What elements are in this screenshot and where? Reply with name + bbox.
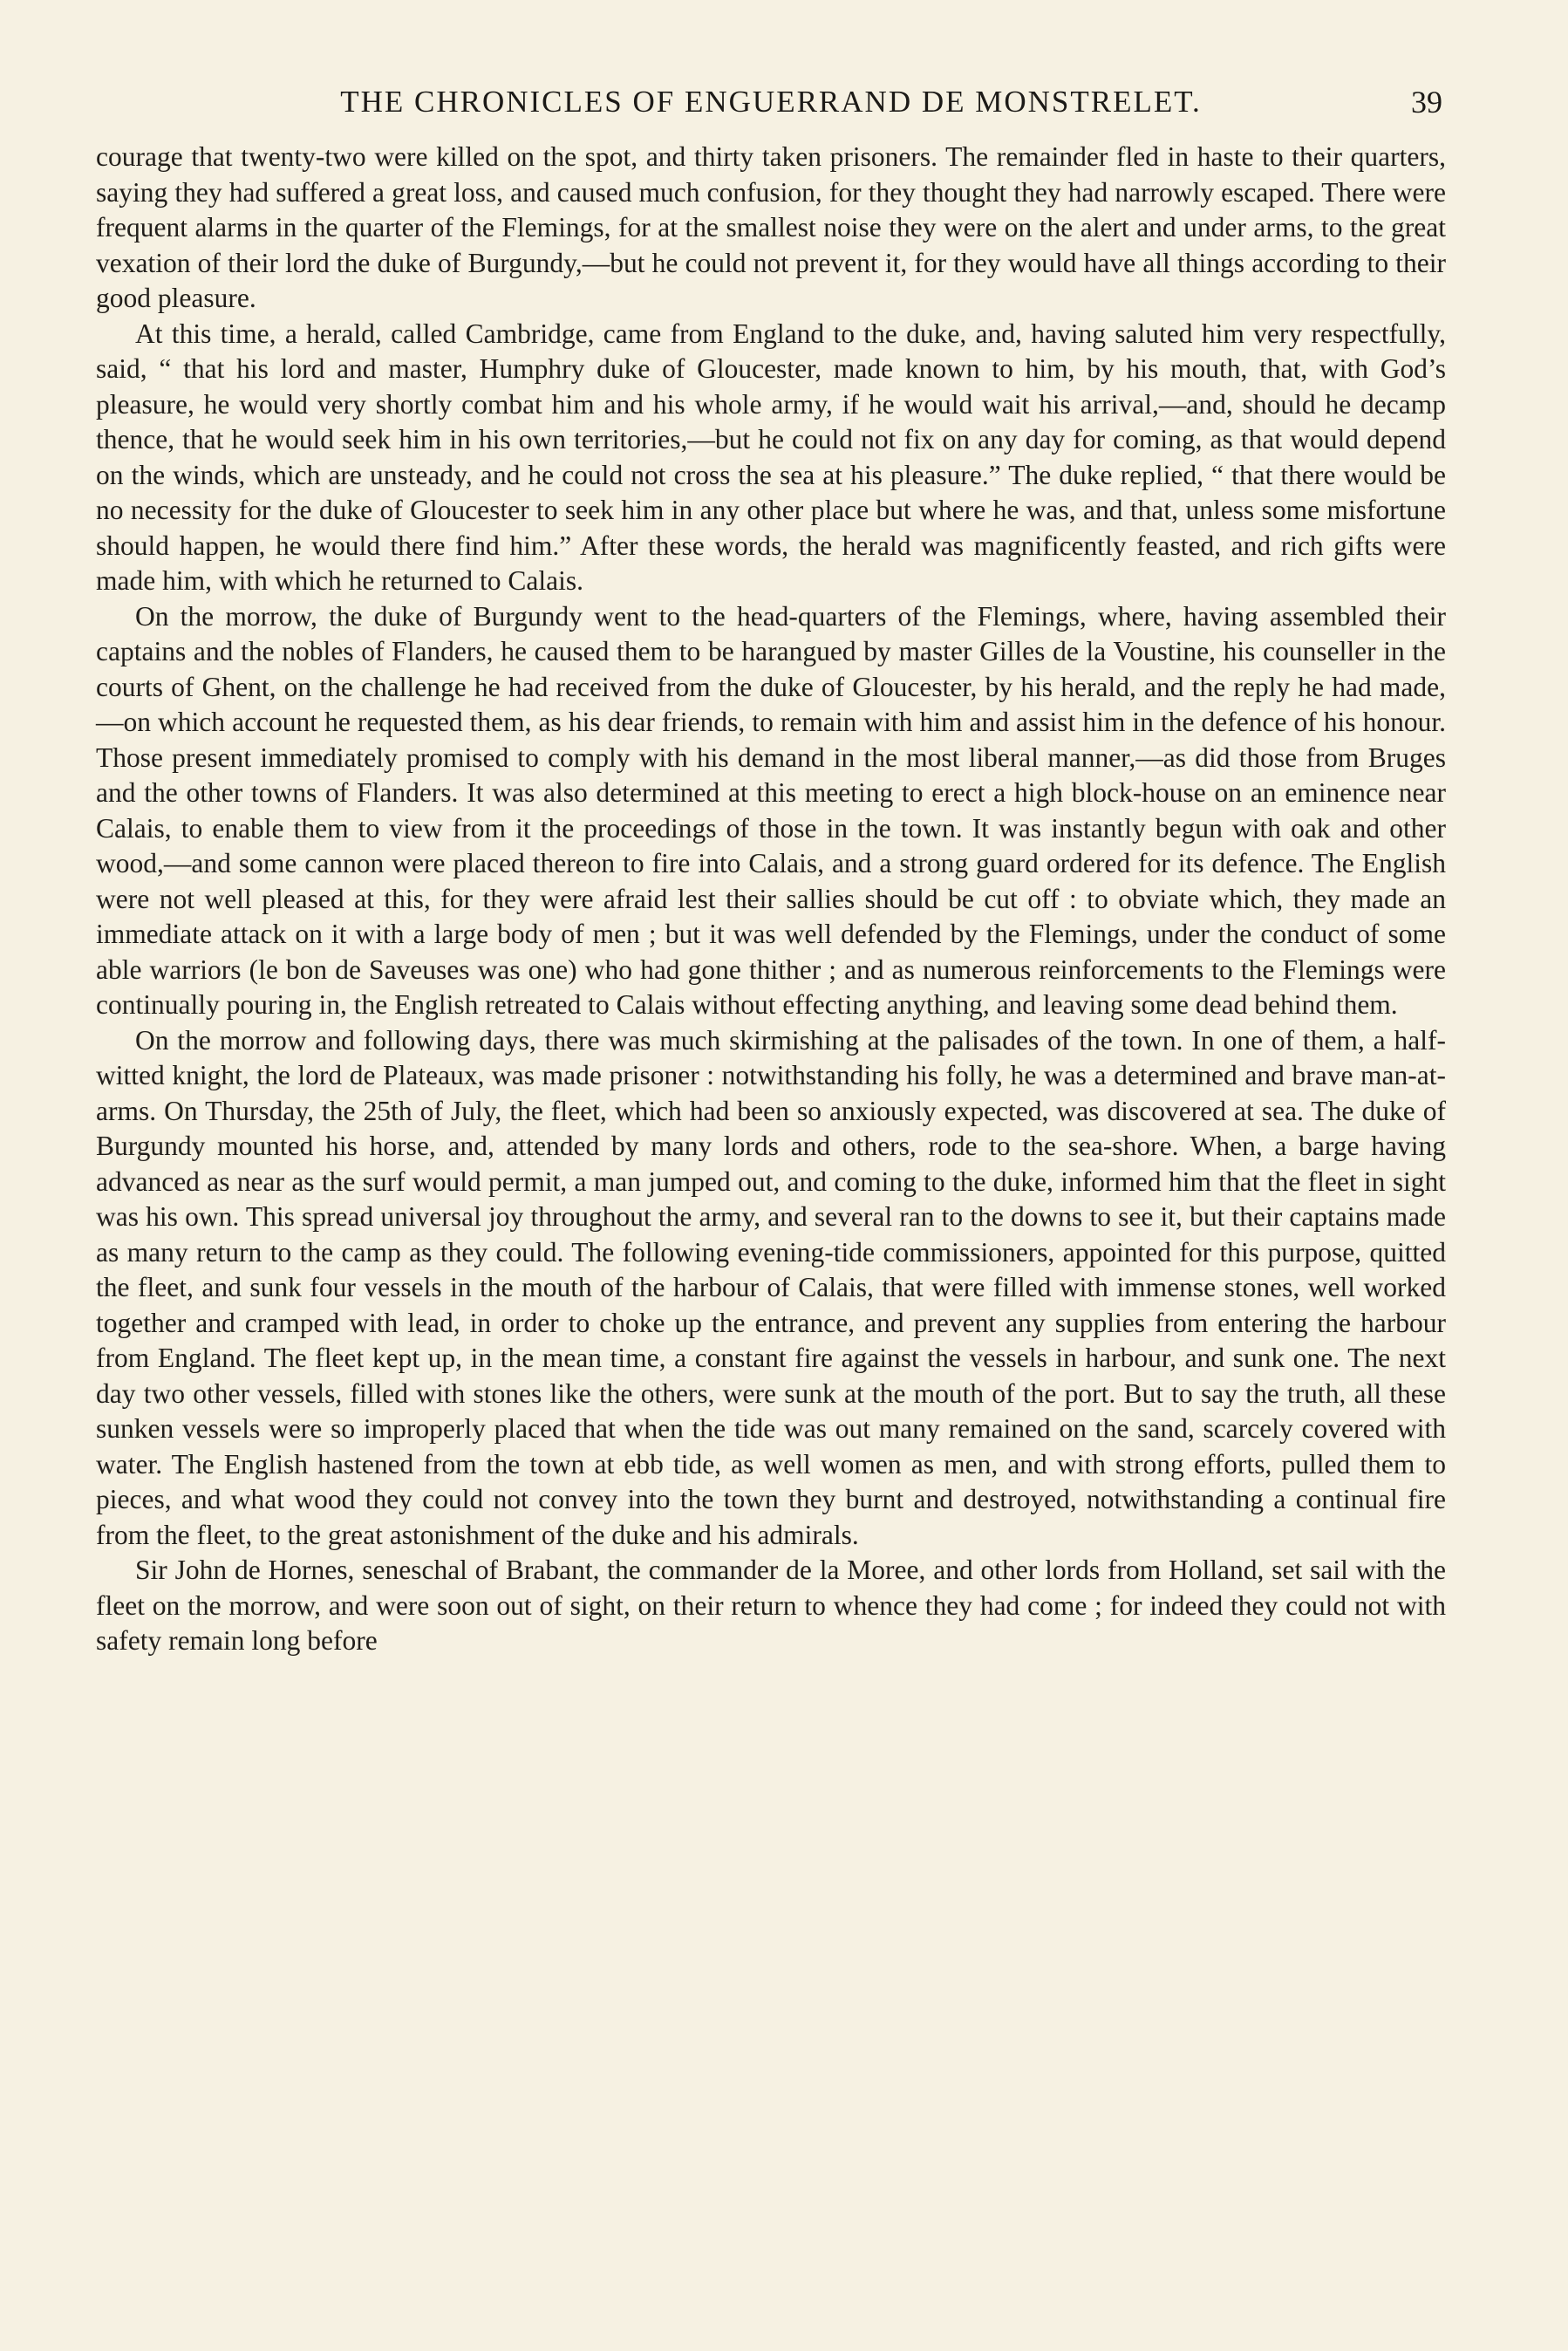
paragraph-4: On the morrow and following days, there was much skirmishing at the palisades of the town. In one of them, a half-witted knight, the lord de Plateaux, was made prisoner : notwithstanding his folly, he was a determined and brave man-at-arms. On Thursday, the 25th of July, the fleet, which had been so anxiously expected, was discovered at sea. The duke of Burgundy mounted his horse, and, attended by many lords and others, rode to the sea-shore. When, a barge having advanced as near as the surf would permit, a man jumped out, and coming to the duke, informed him that the fleet in sight was his own. This spread universal joy throughout the army, and several ran to the downs to see it, but their captains made as many return to the camp as they could. The following evening-tide commissioners, appointed for this purpose, quitted the fleet, and sunk four vessels in the mouth of the harbour of Calais, that were filled with immense stones, well worked together and cramped with lead, in order to choke up the entrance, and prevent any supplies from entering the harbour from England. The fleet kept up, in the mean time, a constant fire against the vessels in harbour, and sunk one. The next day two other vessels, filled with stones like the others, were sunk at the mouth of the port. But to say the truth, all these sunken vessels were so improperly placed that when the tide was out many remained on the sand, scarcely covered with water. The English hastened from the town at ebb tide, as well women as men, and with strong efforts, pulled them to pieces, and what wood they could not convey into the town they burnt and destroyed, notwithstanding a continual fire from the fleet, to the great astonishment of the duke and his admirals. xyxy=(96,1024,1446,1550)
paragraph-1: courage that twenty-two were killed on the spot, and thirty taken prisoners. The remainder fled in haste to their quarters, saying they had suffered a great loss, and caused much confusion, for they thought they had narrowly escaped. There were frequent alarms in the quarter of the Flemings, for at the smallest noise they were on the alert and under arms, to the great vexation of their lord the duke of Burgundy,—but he could not prevent it, for they would have all things according to their good pleasure. xyxy=(96,141,1446,313)
paragraph-3: On the morrow, the duke of Burgundy went to the head-quarters of the Flemings, where, having assembled their captains and the nobles of Flanders, he caused them to be harangued by master Gilles de la Voustine, his counseller in the courts of Ghent, on the challenge he had received from the duke of Gloucester, by his herald, and the reply he had made,—on which account he requested them, as his dear friends, to remain with him and assist him in the defence of his honour. Those present immediately promised to comply with his demand in the most liberal manner,—as did those from Bruges and the other towns of Flanders. It was also determined at this meeting to erect a high block-house on an eminence near Calais, to enable them to view from it the proceedings of those in the town. It was instantly begun with oak and other wood,—and some cannon were placed thereon to fire into Calais, and a strong guard ordered for its defence. The English were not well pleased at this, for they were afraid lest their sallies should be cut off : to obviate which, they made an immediate attack on it with a large body of men ; but it was well defended by the Flemings, under the conduct of some able warriors (le bon de Saveuses was one) who had gone thither ; and as numerous reinforcements to the Flemings were continually pouring in, the English retreated to Calais without effecting anything, and leaving some dead behind them. xyxy=(96,600,1446,1020)
page-number: 39 xyxy=(1411,85,1442,120)
running-title: THE CHRONICLES OF ENGUERRAND DE MONSTRELET. xyxy=(340,85,1202,119)
page-header xyxy=(96,80,1446,124)
body-text xyxy=(96,140,1446,1659)
paragraph-5: Sir John de Hornes, seneschal of Brabant, the commander de la Moree, and other lords from Holland, set sail with the fleet on the morrow, and were soon out of sight, on their return to whence they had come ; for indeed they could not with safety remain long before xyxy=(96,1555,1446,1656)
paragraph-2: At this time, a herald, called Cambridge, came from England to the duke, and, having saluted him very respectfully, said, “ that his lord and master, Humphry duke of Gloucester, made known to him, by his mouth, that, with God’s pleasure, he would very shortly combat him and his whole army, if he would wait his arrival,—and, should he decamp thence, that he would seek him in his own territories,—but he could not fix on any day for coming, as that would depend on the winds, which are unsteady, and he could not cross the sea at his pleasure.” The duke replied, “ that there would be no necessity for the duke of Gloucester to seek him in any other place but where he was, and that, unless some misfortune should happen, he would there find him.” After these words, the herald was magnificently feasted, and rich gifts were made him, with which he returned to Calais. xyxy=(96,318,1446,596)
